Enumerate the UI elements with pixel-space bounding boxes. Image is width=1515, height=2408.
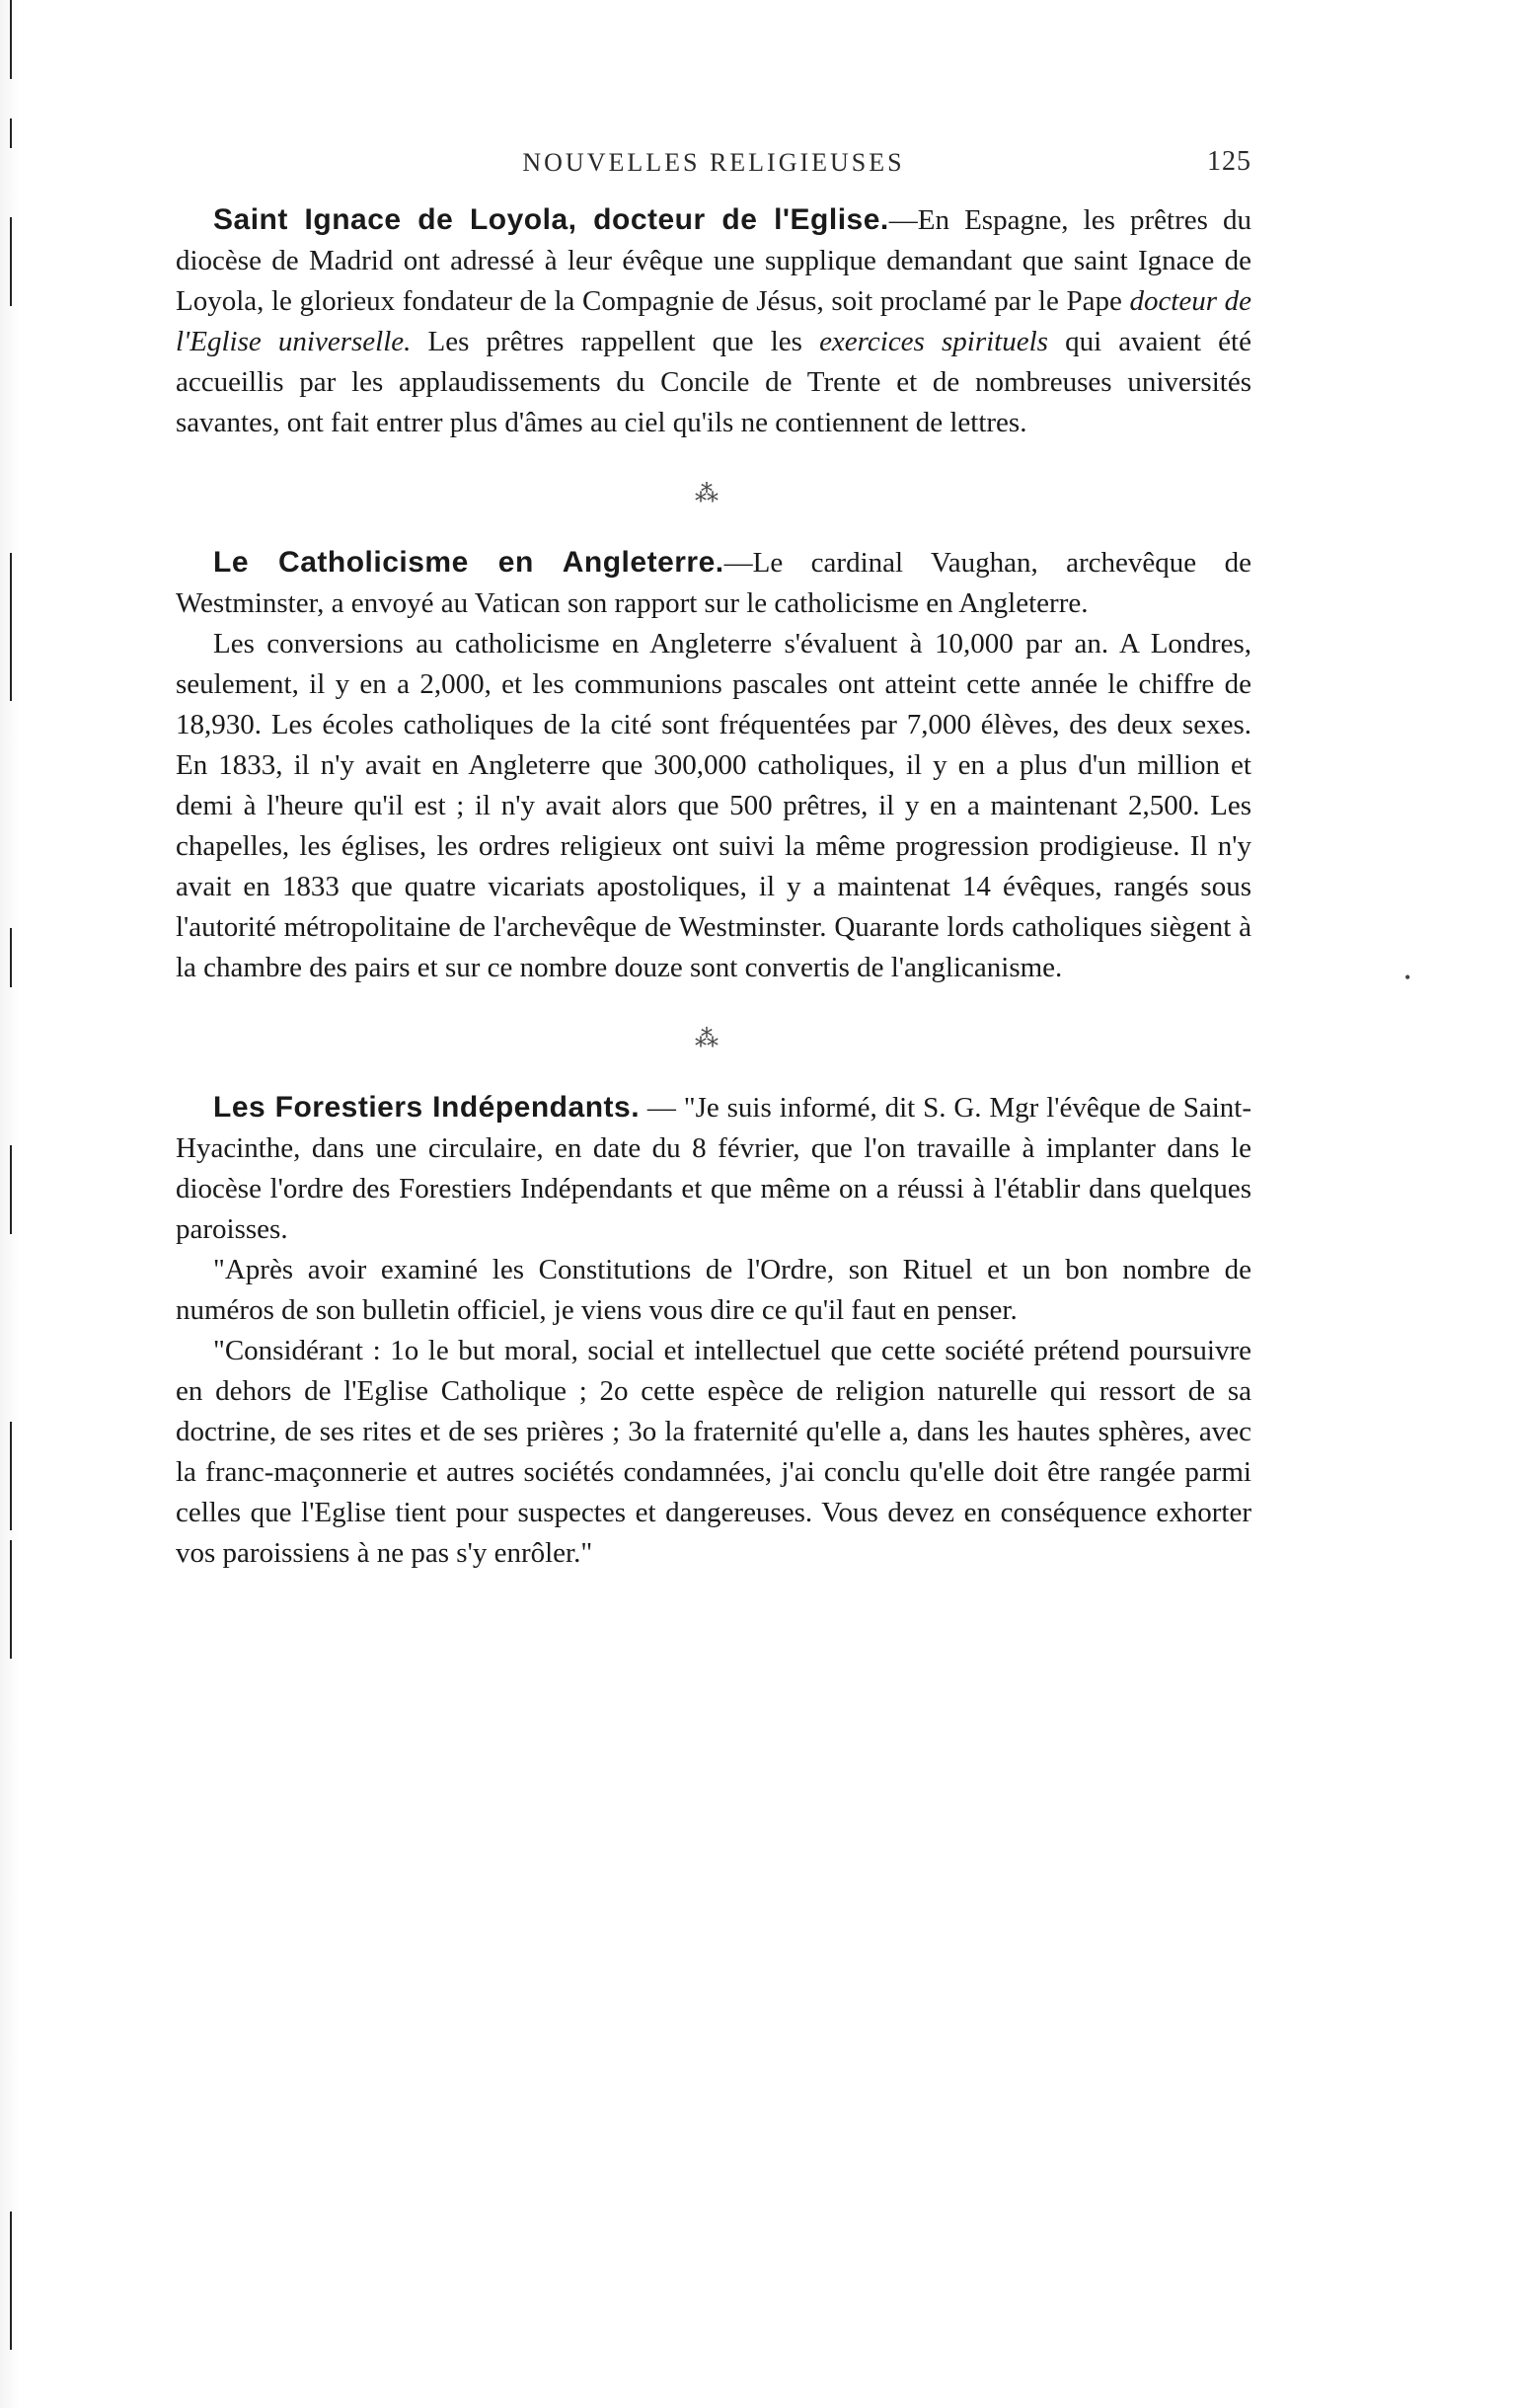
paragraph-text: —En Espagne, les prêtres du diocèse de Madrid ont adressé à leur évêque une supplique demandant que saint Ignace de Loyola, le glorieux fondateur de la Compagnie de Jésus, soit proclamé par le Pape — [176, 204, 1251, 317]
binding-mark — [10, 217, 12, 306]
section-separator — [176, 465, 1251, 524]
article-paragraph — [176, 199, 1251, 443]
article-catholicisme — [176, 542, 1251, 988]
binding-mark — [10, 2212, 12, 2350]
article-heading: Saint Ignace de Loyola, docteur de l'Eglise. — [213, 203, 889, 236]
binding-mark — [10, 553, 12, 701]
article-heading: Les Forestiers Indépendants. — [213, 1091, 641, 1124]
binding-mark — [10, 0, 12, 79]
binding-mark — [10, 1145, 12, 1234]
article-paragraph — [176, 542, 1251, 624]
page-binding-edge — [0, 0, 34, 2408]
binding-mark — [10, 118, 12, 148]
book-page — [176, 148, 1251, 1574]
paragraph-text: — "Je suis informé, dit S. G. Mgr l'évêque de Saint-Hyacinthe, dans une circulaire, en date du 8 février, que l'on travaille à implanter dans le diocèse l'ordre des Forestiers Indépendants et que même on a réussi à l'établir dans quelques paroisses. — [176, 1092, 1251, 1245]
emphasized-text: exercices spirituels — [819, 326, 1048, 357]
article-forestiers — [176, 1087, 1251, 1574]
article-paragraph — [176, 1087, 1251, 1250]
paragraph-text: —Le cardinal Vaughan, archevêque de Westminster, a envoyé au Vatican son rapport sur le catholicisme en Angleterre. — [176, 547, 1251, 619]
page-number: 125 — [1207, 146, 1251, 177]
running-head — [176, 148, 1251, 188]
asterism-icon: ⁂ — [695, 482, 732, 507]
stray-ink-mark: • — [1404, 968, 1411, 987]
emphasized-text: docteur de l'Eglise universelle. — [176, 285, 1251, 357]
running-title: NOUVELLES RELIGIEUSES — [522, 148, 905, 177]
section-separator — [176, 1010, 1251, 1069]
binding-mark — [10, 1422, 12, 1530]
article-heading: Le Catholicisme en Angleterre. — [213, 546, 724, 579]
paragraph-text: Les prêtres rappellent que les — [411, 326, 820, 357]
binding-mark — [10, 928, 12, 987]
article-saint-ignace — [176, 199, 1251, 443]
asterism-icon: ⁂ — [695, 1027, 732, 1052]
binding-mark — [10, 1540, 12, 1659]
paragraph-text: qui avaient été accueillis par les applaudissements du Concile de Trente et de nombreuses universités savantes, ont fait entrer plus d'âmes au ciel qu'ils ne contiennent de lettres. — [176, 326, 1251, 438]
article-paragraph: "Considérant : 1o le but moral, social et intellectuel que cette société prétend poursuivre en dehors de l'Eglise Catholique ; 2o cette espèce de religion naturelle qui ressort de sa doctrine, de ses rites et de ses prières ; 3o la fraternité qu'elle a, dans les hautes sphères, avec la franc-maçonnerie et autres sociétés condamnées, j'ai conclu qu'elle doit être rangée parmi celles que l'Eglise tient pour suspectes et dangereuses. Vous devez en conséquence exhorter vos paroissiens à ne pas s'y enrôler." — [176, 1335, 1251, 1569]
article-paragraph: Les conversions au catholicisme en Angleterre s'évaluent à 10,000 par an. A Londres, seulement, il y en a 2,000, et les communions pascales ont atteint cette année le chiffre de 18,930. Les écoles catholiques de la cité sont fréquentées par 7,000 élèves, des deux sexes. En 1833, il n'y avait en Angleterre que 300,000 catholiques, il y en a plus d'un million et demi à l'heure qu'il est ; il n'y avait alors que 500 prêtres, il y en a maintenant 2,500. Les chapelles, les églises, les ordres religieux ont suivi la même progression prodigieuse. Il n'y avait en 1833 que quatre vicariats apostoliques, il y a maintenat 14 évêques, rangés sous l'autorité métropolitaine de l'archevêque de Westminster. Quarante lords catholiques siègent à la chambre des pairs et sur ce nombre douze sont convertis de l'anglicanisme. — [176, 628, 1251, 983]
article-paragraph: "Après avoir examiné les Constitutions de l'Ordre, son Rituel et un bon nombre de numéros de son bulletin officiel, je viens vous dire ce qu'il faut en penser. — [176, 1254, 1251, 1326]
